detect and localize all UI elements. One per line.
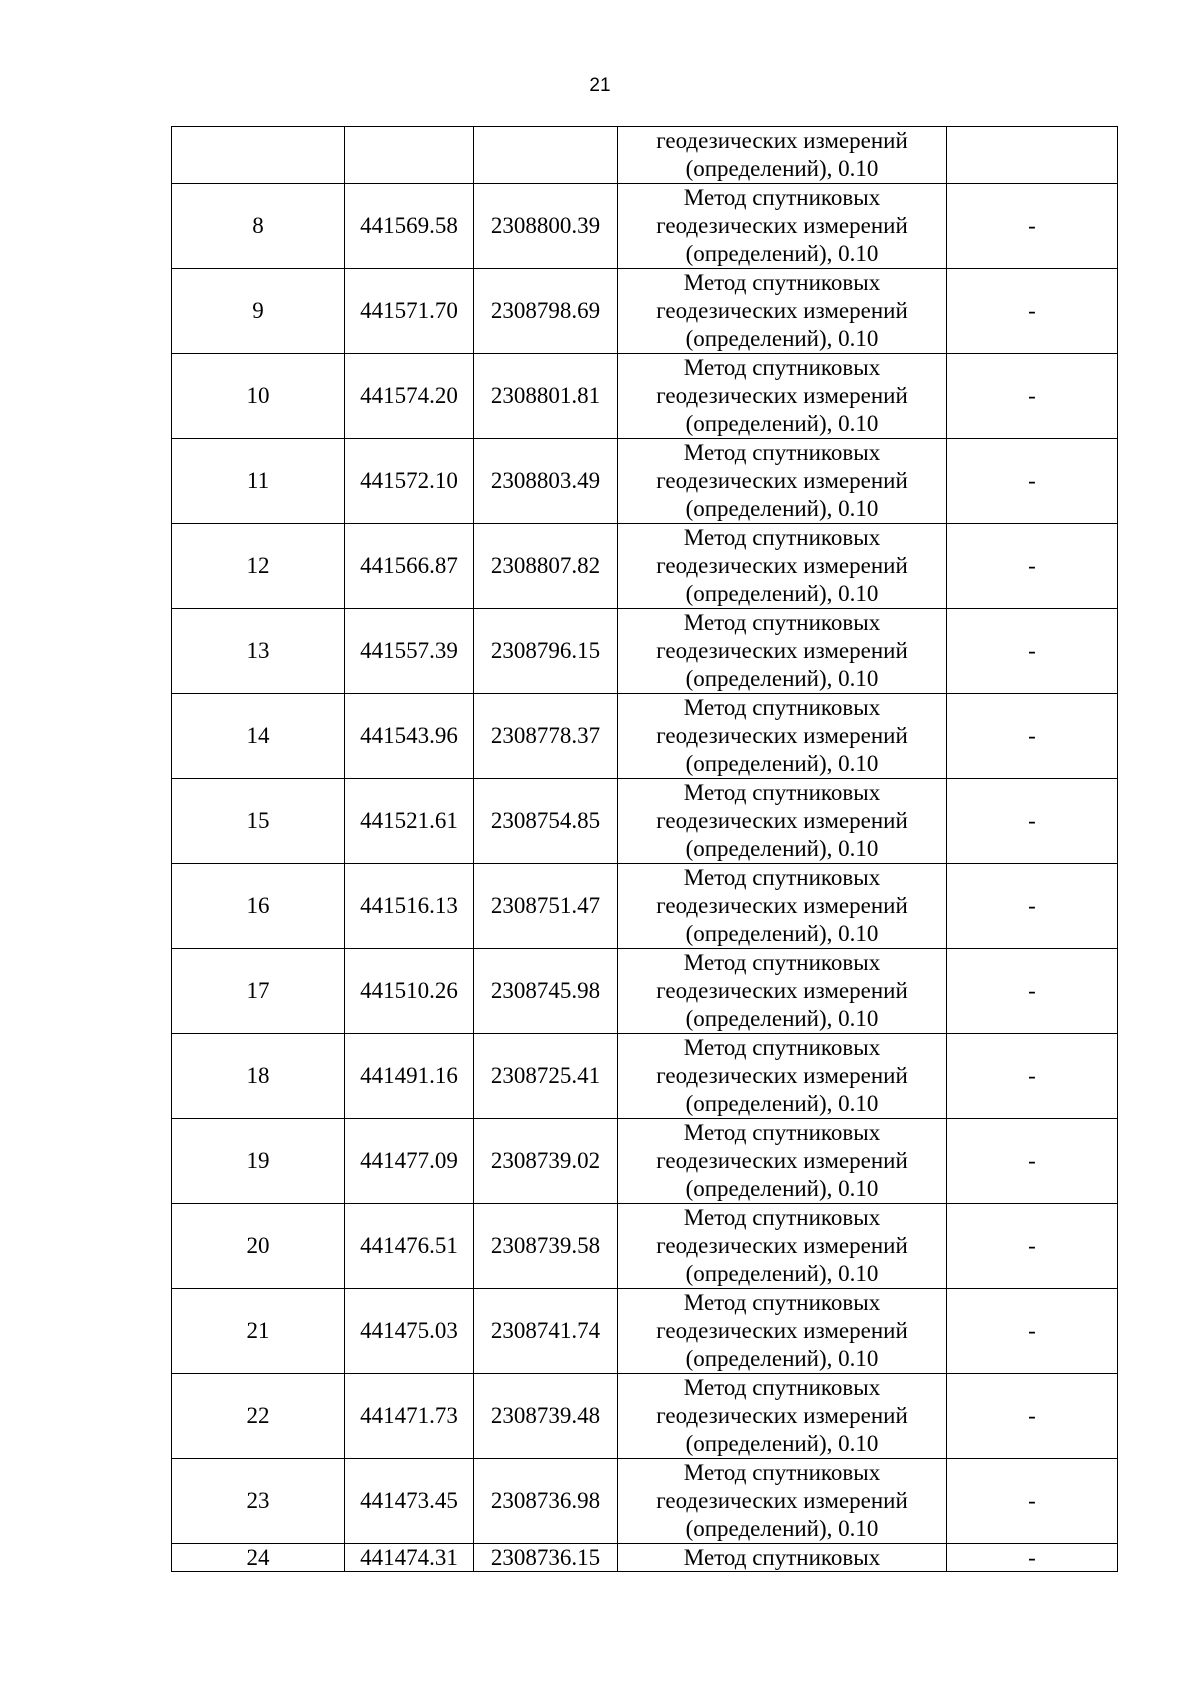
note-cell: -	[947, 269, 1118, 354]
method-cell	[618, 1459, 947, 1544]
method-cell	[618, 609, 947, 694]
method-line: (определений), 0.10	[685, 1006, 879, 1031]
coordinates-table	[171, 126, 1118, 1572]
x-coordinate-cell: 441476.51	[345, 1204, 474, 1289]
table-row	[172, 1459, 1118, 1544]
method-line: Метод спутниковых	[683, 780, 881, 805]
point-number-cell: 23	[172, 1459, 345, 1544]
method-line: Метод спутниковых	[683, 1035, 881, 1060]
y-coordinate-cell: 2308800.39	[474, 184, 618, 269]
method-line: Метод спутниковых	[683, 610, 881, 635]
method-line: геодезических измерений	[656, 383, 908, 408]
method-line: Метод спутниковых	[683, 695, 881, 720]
y-coordinate-cell: 2308801.81	[474, 354, 618, 439]
method-line: Метод спутниковых	[683, 270, 881, 295]
point-number-cell: 19	[172, 1119, 345, 1204]
y-coordinate-cell: 2308778.37	[474, 694, 618, 779]
y-coordinate-cell: 2308751.47	[474, 864, 618, 949]
x-coordinate-cell: 441569.58	[345, 184, 474, 269]
method-line: (определений), 0.10	[685, 1346, 879, 1371]
method-line: геодезических измерений	[656, 1148, 908, 1173]
note-cell: -	[947, 779, 1118, 864]
y-coordinate-cell: 2308741.74	[474, 1289, 618, 1374]
method-line: Метод спутниковых	[683, 440, 881, 465]
method-line: Метод спутниковых	[683, 1375, 881, 1400]
y-coordinate-cell: 2308796.15	[474, 609, 618, 694]
method-line: (определений), 0.10	[685, 921, 879, 946]
method-line: Метод спутниковых	[683, 185, 881, 210]
method-cell	[618, 1119, 947, 1204]
table-row	[172, 1374, 1118, 1459]
table-row	[172, 184, 1118, 269]
method-line: (определений), 0.10	[685, 1261, 879, 1286]
table-row	[172, 1289, 1118, 1374]
note-cell: -	[947, 609, 1118, 694]
y-coordinate-cell	[474, 127, 618, 184]
method-cell	[618, 1374, 947, 1459]
table-row	[172, 524, 1118, 609]
method-line: Метод спутниковых	[683, 1290, 881, 1315]
table-row	[172, 269, 1118, 354]
method-line: геодезических измерений	[656, 978, 908, 1003]
table-row	[172, 1034, 1118, 1119]
point-number-cell: 10	[172, 354, 345, 439]
point-number-cell	[172, 127, 345, 184]
method-cell	[618, 1204, 947, 1289]
x-coordinate-cell: 441491.16	[345, 1034, 474, 1119]
method-line: (определений), 0.10	[685, 241, 879, 266]
point-number-cell: 17	[172, 949, 345, 1034]
note-cell: -	[947, 1459, 1118, 1544]
method-line: геодезических измерений	[656, 1488, 908, 1513]
method-cell	[618, 694, 947, 779]
y-coordinate-cell: 2308807.82	[474, 524, 618, 609]
method-line: Метод спутниковых	[683, 1545, 881, 1570]
table-row	[172, 439, 1118, 524]
table-row	[172, 864, 1118, 949]
method-line: (определений), 0.10	[685, 326, 879, 351]
y-coordinate-cell: 2308803.49	[474, 439, 618, 524]
method-cell	[618, 949, 947, 1034]
table-row	[172, 1204, 1118, 1289]
note-cell: -	[947, 949, 1118, 1034]
point-number-cell: 20	[172, 1204, 345, 1289]
x-coordinate-cell: 441571.70	[345, 269, 474, 354]
x-coordinate-cell: 441543.96	[345, 694, 474, 779]
method-line: геодезических измерений	[656, 1233, 908, 1258]
point-number-cell: 15	[172, 779, 345, 864]
table-row-continued	[172, 127, 1118, 184]
x-coordinate-cell: 441510.26	[345, 949, 474, 1034]
table-row	[172, 779, 1118, 864]
method-line: Метод спутниковых	[683, 1460, 881, 1485]
page-number: 21	[589, 75, 611, 96]
x-coordinate-cell: 441477.09	[345, 1119, 474, 1204]
x-coordinate-cell: 441557.39	[345, 609, 474, 694]
point-number-cell: 9	[172, 269, 345, 354]
y-coordinate-cell: 2308736.98	[474, 1459, 618, 1544]
note-cell: -	[947, 864, 1118, 949]
table-row	[172, 694, 1118, 779]
method-line: (определений), 0.10	[685, 1431, 879, 1456]
method-cell	[618, 779, 947, 864]
method-cell	[618, 1544, 947, 1572]
point-number-cell: 22	[172, 1374, 345, 1459]
method-line: Метод спутниковых	[683, 525, 881, 550]
method-line: Метод спутниковых	[683, 950, 881, 975]
x-coordinate-cell: 441572.10	[345, 439, 474, 524]
y-coordinate-cell: 2308739.58	[474, 1204, 618, 1289]
method-line: (определений), 0.10	[685, 836, 879, 861]
x-coordinate-cell: 441566.87	[345, 524, 474, 609]
method-line: геодезических измерений	[656, 1318, 908, 1343]
method-line: геодезических измерений	[656, 553, 908, 578]
point-number-cell: 13	[172, 609, 345, 694]
y-coordinate-cell: 2308739.02	[474, 1119, 618, 1204]
method-line: геодезических измерений	[656, 468, 908, 493]
method-line: (определений), 0.10	[685, 1091, 879, 1116]
note-cell: -	[947, 354, 1118, 439]
y-coordinate-cell: 2308725.41	[474, 1034, 618, 1119]
method-line: Метод спутниковых	[683, 1120, 881, 1145]
note-cell: -	[947, 1034, 1118, 1119]
x-coordinate-cell: 441475.03	[345, 1289, 474, 1374]
method-line: (определений), 0.10	[685, 411, 879, 436]
y-coordinate-cell: 2308739.48	[474, 1374, 618, 1459]
method-line: геодезических измерений	[656, 128, 908, 153]
point-number-cell: 24	[172, 1544, 345, 1572]
method-cell	[618, 1034, 947, 1119]
y-coordinate-cell: 2308754.85	[474, 779, 618, 864]
x-coordinate-cell: 441474.31	[345, 1544, 474, 1572]
table-row	[172, 354, 1118, 439]
method-line: геодезических измерений	[656, 1063, 908, 1088]
x-coordinate-cell: 441516.13	[345, 864, 474, 949]
point-number-cell: 11	[172, 439, 345, 524]
x-coordinate-cell: 441471.73	[345, 1374, 474, 1459]
method-line: Метод спутниковых	[683, 355, 881, 380]
method-line: (определений), 0.10	[685, 751, 879, 776]
table-row	[172, 609, 1118, 694]
x-coordinate-cell: 441574.20	[345, 354, 474, 439]
note-cell: -	[947, 1289, 1118, 1374]
method-line: геодезических измерений	[656, 723, 908, 748]
note-cell: -	[947, 1119, 1118, 1204]
x-coordinate-cell	[345, 127, 474, 184]
method-line: геодезических измерений	[656, 808, 908, 833]
method-cell	[618, 184, 947, 269]
point-number-cell: 21	[172, 1289, 345, 1374]
method-line: (определений), 0.10	[685, 496, 879, 521]
point-number-cell: 18	[172, 1034, 345, 1119]
point-number-cell: 16	[172, 864, 345, 949]
method-cell	[618, 354, 947, 439]
method-line: (определений), 0.10	[685, 1176, 879, 1201]
y-coordinate-cell: 2308798.69	[474, 269, 618, 354]
coordinates-table-body	[172, 127, 1118, 1572]
y-coordinate-cell: 2308736.15	[474, 1544, 618, 1572]
x-coordinate-cell: 441473.45	[345, 1459, 474, 1544]
note-cell: -	[947, 524, 1118, 609]
point-number-cell: 14	[172, 694, 345, 779]
note-cell: -	[947, 1374, 1118, 1459]
method-cell	[618, 1289, 947, 1374]
note-cell: -	[947, 439, 1118, 524]
method-line: геодезических измерений	[656, 298, 908, 323]
point-number-cell: 12	[172, 524, 345, 609]
note-cell	[947, 127, 1118, 184]
method-cell	[618, 439, 947, 524]
method-line: Метод спутниковых	[683, 865, 881, 890]
method-cell	[618, 269, 947, 354]
method-line: геодезических измерений	[656, 893, 908, 918]
method-line: геодезических измерений	[656, 638, 908, 663]
method-line: геодезических измерений	[656, 1403, 908, 1428]
method-line: (определений), 0.10	[685, 1516, 879, 1541]
method-line: (определений), 0.10	[685, 666, 879, 691]
table-row	[172, 1119, 1118, 1204]
method-cell	[618, 127, 947, 184]
method-line: Метод спутниковых	[683, 1205, 881, 1230]
y-coordinate-cell: 2308745.98	[474, 949, 618, 1034]
method-line: (определений), 0.10	[685, 156, 879, 181]
point-number-cell: 8	[172, 184, 345, 269]
table-row	[172, 949, 1118, 1034]
method-line: (определений), 0.10	[685, 581, 879, 606]
method-cell	[618, 524, 947, 609]
note-cell: -	[947, 1544, 1118, 1572]
note-cell: -	[947, 184, 1118, 269]
method-line: геодезических измерений	[656, 213, 908, 238]
note-cell: -	[947, 1204, 1118, 1289]
x-coordinate-cell: 441521.61	[345, 779, 474, 864]
note-cell: -	[947, 694, 1118, 779]
table-row-partial	[172, 1544, 1118, 1572]
method-cell	[618, 864, 947, 949]
